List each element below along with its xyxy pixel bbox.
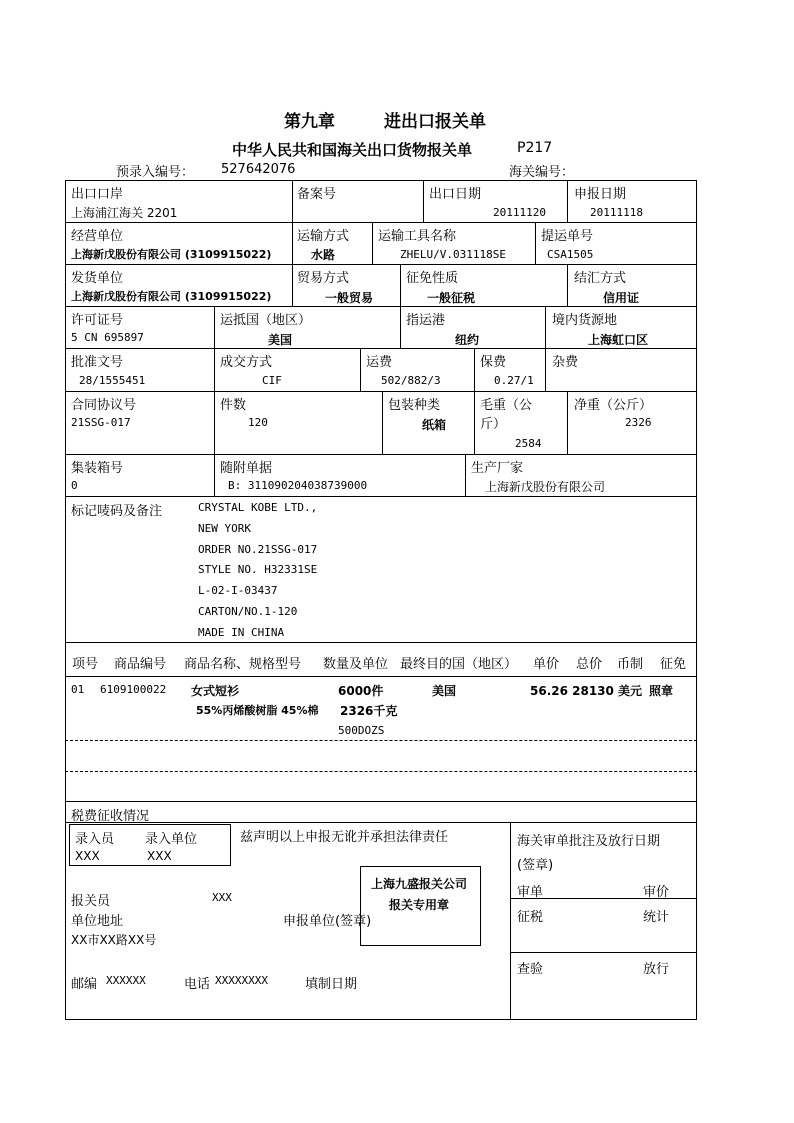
address-label: 单位地址 bbox=[71, 914, 124, 929]
goods-dozens: 500DOZS bbox=[338, 724, 385, 737]
export-date: 20111120 bbox=[493, 206, 546, 219]
review-price-label: 审价 bbox=[643, 885, 670, 900]
misc-fee-label: 杂费 bbox=[552, 355, 579, 370]
shipper-label: 发货单位 bbox=[71, 271, 124, 286]
levy-nature-label: 征免性质 bbox=[406, 271, 459, 286]
chapter-number: 第九章 bbox=[284, 112, 335, 132]
goods-levy: 照章 bbox=[649, 684, 674, 698]
goods-source-label: 境内货源地 bbox=[552, 313, 618, 328]
gross-weight: 2584 bbox=[515, 437, 542, 450]
goods-item-no: 01 bbox=[71, 683, 85, 696]
marks-line: STYLE NO. H32331SE bbox=[198, 563, 318, 576]
trade-terms: CIF bbox=[262, 374, 282, 387]
operator-label: 经营单位 bbox=[71, 229, 124, 244]
postcode-label: 邮编 bbox=[71, 977, 98, 992]
postcode: XXXXXX bbox=[106, 974, 146, 987]
broker-label: 报关员 bbox=[71, 894, 111, 909]
dest-country: 美国 bbox=[268, 333, 293, 347]
fill-date-label: 填制日期 bbox=[305, 977, 358, 992]
dest-country-label: 运抵国（地区） bbox=[220, 313, 312, 328]
freight: 502/882/3 bbox=[381, 374, 441, 387]
pre-entry-label: 预录入编号： bbox=[116, 165, 195, 180]
net-weight: 2326 bbox=[625, 416, 652, 429]
entry-clerk-label: 录入员 bbox=[75, 832, 115, 847]
settlement-label: 结汇方式 bbox=[574, 271, 627, 286]
entry-unit-label: 录入单位 bbox=[145, 832, 198, 847]
pre-entry-number: 527642076 bbox=[221, 162, 296, 177]
goods-hs-code: 6109100022 bbox=[100, 683, 167, 696]
marks-line: CARTON/NO.1-120 bbox=[198, 605, 298, 618]
levy-nature: 一般征税 bbox=[427, 291, 476, 305]
dest-port-label: 指运港 bbox=[406, 313, 446, 328]
entry-unit: XXX bbox=[147, 849, 172, 863]
bl-no-label: 提运单号 bbox=[541, 229, 594, 244]
packing: 纸箱 bbox=[422, 418, 447, 432]
phone: XXXXXXXX bbox=[215, 974, 268, 987]
goods-col-hs-code: 商品编号 bbox=[114, 657, 167, 672]
goods-col-final-country: 最终目的国（地区） bbox=[400, 657, 518, 672]
declaration-statement: 兹声明以上申报无讹并承担法律责任 bbox=[240, 830, 449, 845]
shipper: 上海新戊股份有限公司 (3109915022) bbox=[71, 290, 272, 303]
page-ref: P217 bbox=[517, 140, 553, 156]
review-doc-label: 审单 bbox=[517, 885, 544, 900]
customs-review-title: 海关审单批注及放行日期 bbox=[517, 834, 661, 849]
record-no-label: 备案号 bbox=[297, 187, 337, 202]
goods-col-item-no: 项号 bbox=[72, 657, 99, 672]
goods-price-total-currency: 56.26 28130 美元 bbox=[530, 684, 643, 698]
operator: 上海新戊股份有限公司 (3109915022) bbox=[71, 248, 272, 261]
insurance-label: 保费 bbox=[480, 355, 507, 370]
phone-label: 电话 bbox=[184, 977, 211, 992]
stamp-purpose: 报关专用章 bbox=[389, 898, 450, 912]
container-label: 集装箱号 bbox=[71, 461, 124, 476]
goods-spec: 55%丙烯酸树脂 45%棉 bbox=[196, 704, 319, 717]
approval-no: 28/1555451 bbox=[79, 374, 146, 387]
declare-date-label: 申报日期 bbox=[574, 187, 627, 202]
inspection-label: 查验 bbox=[517, 962, 544, 977]
goods-quantity: 6000件 bbox=[338, 684, 384, 698]
declare-date: 20111118 bbox=[590, 206, 643, 219]
stamp-company-name: 上海九盛报关公司 bbox=[371, 877, 468, 891]
goods-weight: 2326千克 bbox=[340, 704, 398, 718]
address: XX市XX路XX号 bbox=[71, 933, 157, 947]
attached-docs-label: 随附单据 bbox=[220, 461, 273, 476]
container-no: 0 bbox=[71, 479, 78, 492]
settlement: 信用证 bbox=[603, 291, 640, 305]
trade-mode: 一般贸易 bbox=[325, 291, 374, 305]
vessel: ZHELU/V.031118SE bbox=[400, 248, 506, 261]
gross-weight-label: 毛重（公 bbox=[480, 398, 533, 413]
vessel-label: 运输工具名称 bbox=[378, 229, 457, 244]
entry-clerk: XXX bbox=[75, 849, 100, 863]
customs-seal-label: (签章) bbox=[517, 858, 554, 873]
marks-line: NEW YORK bbox=[198, 522, 251, 535]
attached-docs: B: 311090204038739000 bbox=[228, 479, 368, 492]
form-title: 中华人民共和国海关出口货物报关单 bbox=[232, 141, 473, 159]
gross-weight-label-cont: 斤） bbox=[480, 417, 507, 432]
packing-label: 包装种类 bbox=[388, 398, 441, 413]
dest-port: 纽约 bbox=[455, 333, 480, 347]
goods-col-unit-price: 单价 bbox=[533, 657, 560, 672]
goods-country: 美国 bbox=[432, 684, 457, 698]
transport-mode: 水路 bbox=[311, 248, 336, 262]
insurance: 0.27/1 bbox=[494, 374, 534, 387]
broker: XXX bbox=[212, 891, 232, 904]
contract-label: 合同协议号 bbox=[71, 398, 137, 413]
levy-tax-label: 征税 bbox=[517, 910, 544, 925]
customs-number-label: 海关编号： bbox=[509, 165, 575, 180]
pieces-label: 件数 bbox=[220, 398, 247, 413]
transport-mode-label: 运输方式 bbox=[297, 229, 350, 244]
trade-mode-label: 贸易方式 bbox=[297, 271, 350, 286]
trade-terms-label: 成交方式 bbox=[220, 355, 273, 370]
goods-col-total-price: 总价 bbox=[576, 657, 603, 672]
goods-col-currency: 币制 bbox=[617, 657, 644, 672]
marks-label: 标记唛码及备注 bbox=[71, 504, 163, 519]
release-label: 放行 bbox=[643, 962, 670, 977]
chapter-title: 进出口报关单 bbox=[384, 112, 486, 132]
goods-col-levy: 征免 bbox=[660, 657, 687, 672]
statistics-label: 统计 bbox=[643, 910, 670, 925]
export-port: 上海浦江海关 2201 bbox=[71, 206, 178, 220]
freight-label: 运费 bbox=[366, 355, 393, 370]
marks-line: L-02-I-03437 bbox=[198, 584, 278, 597]
manufacturer-label: 生产厂家 bbox=[471, 461, 524, 476]
goods-col-name-spec: 商品名称、规格型号 bbox=[184, 657, 302, 672]
license-label: 许可证号 bbox=[71, 313, 124, 328]
net-weight-label: 净重（公斤） bbox=[574, 398, 653, 413]
goods-name: 女式短衫 bbox=[191, 684, 240, 698]
goods-source: 上海虹口区 bbox=[588, 333, 649, 347]
contract-no: 21SSG-017 bbox=[71, 416, 131, 429]
goods-col-qty-unit: 数量及单位 bbox=[323, 657, 389, 672]
bl-no: CSA1505 bbox=[547, 248, 594, 261]
marks-line: ORDER NO.21SSG-017 bbox=[198, 543, 318, 556]
export-date-label: 出口日期 bbox=[429, 187, 482, 202]
license-no: 5 CN 695897 bbox=[71, 331, 144, 344]
approval-label: 批准文号 bbox=[71, 355, 124, 370]
marks-line: CRYSTAL KOBE LTD., bbox=[198, 501, 318, 514]
marks-line: MADE IN CHINA bbox=[198, 626, 285, 639]
declarant-label: 申报单位(签章) bbox=[283, 914, 372, 929]
tax-status-label: 税费征收情况 bbox=[71, 809, 150, 824]
export-port-label: 出口口岸 bbox=[71, 187, 124, 202]
manufacturer: 上海新戊股份有限公司 bbox=[485, 480, 606, 494]
pieces: 120 bbox=[248, 416, 268, 429]
